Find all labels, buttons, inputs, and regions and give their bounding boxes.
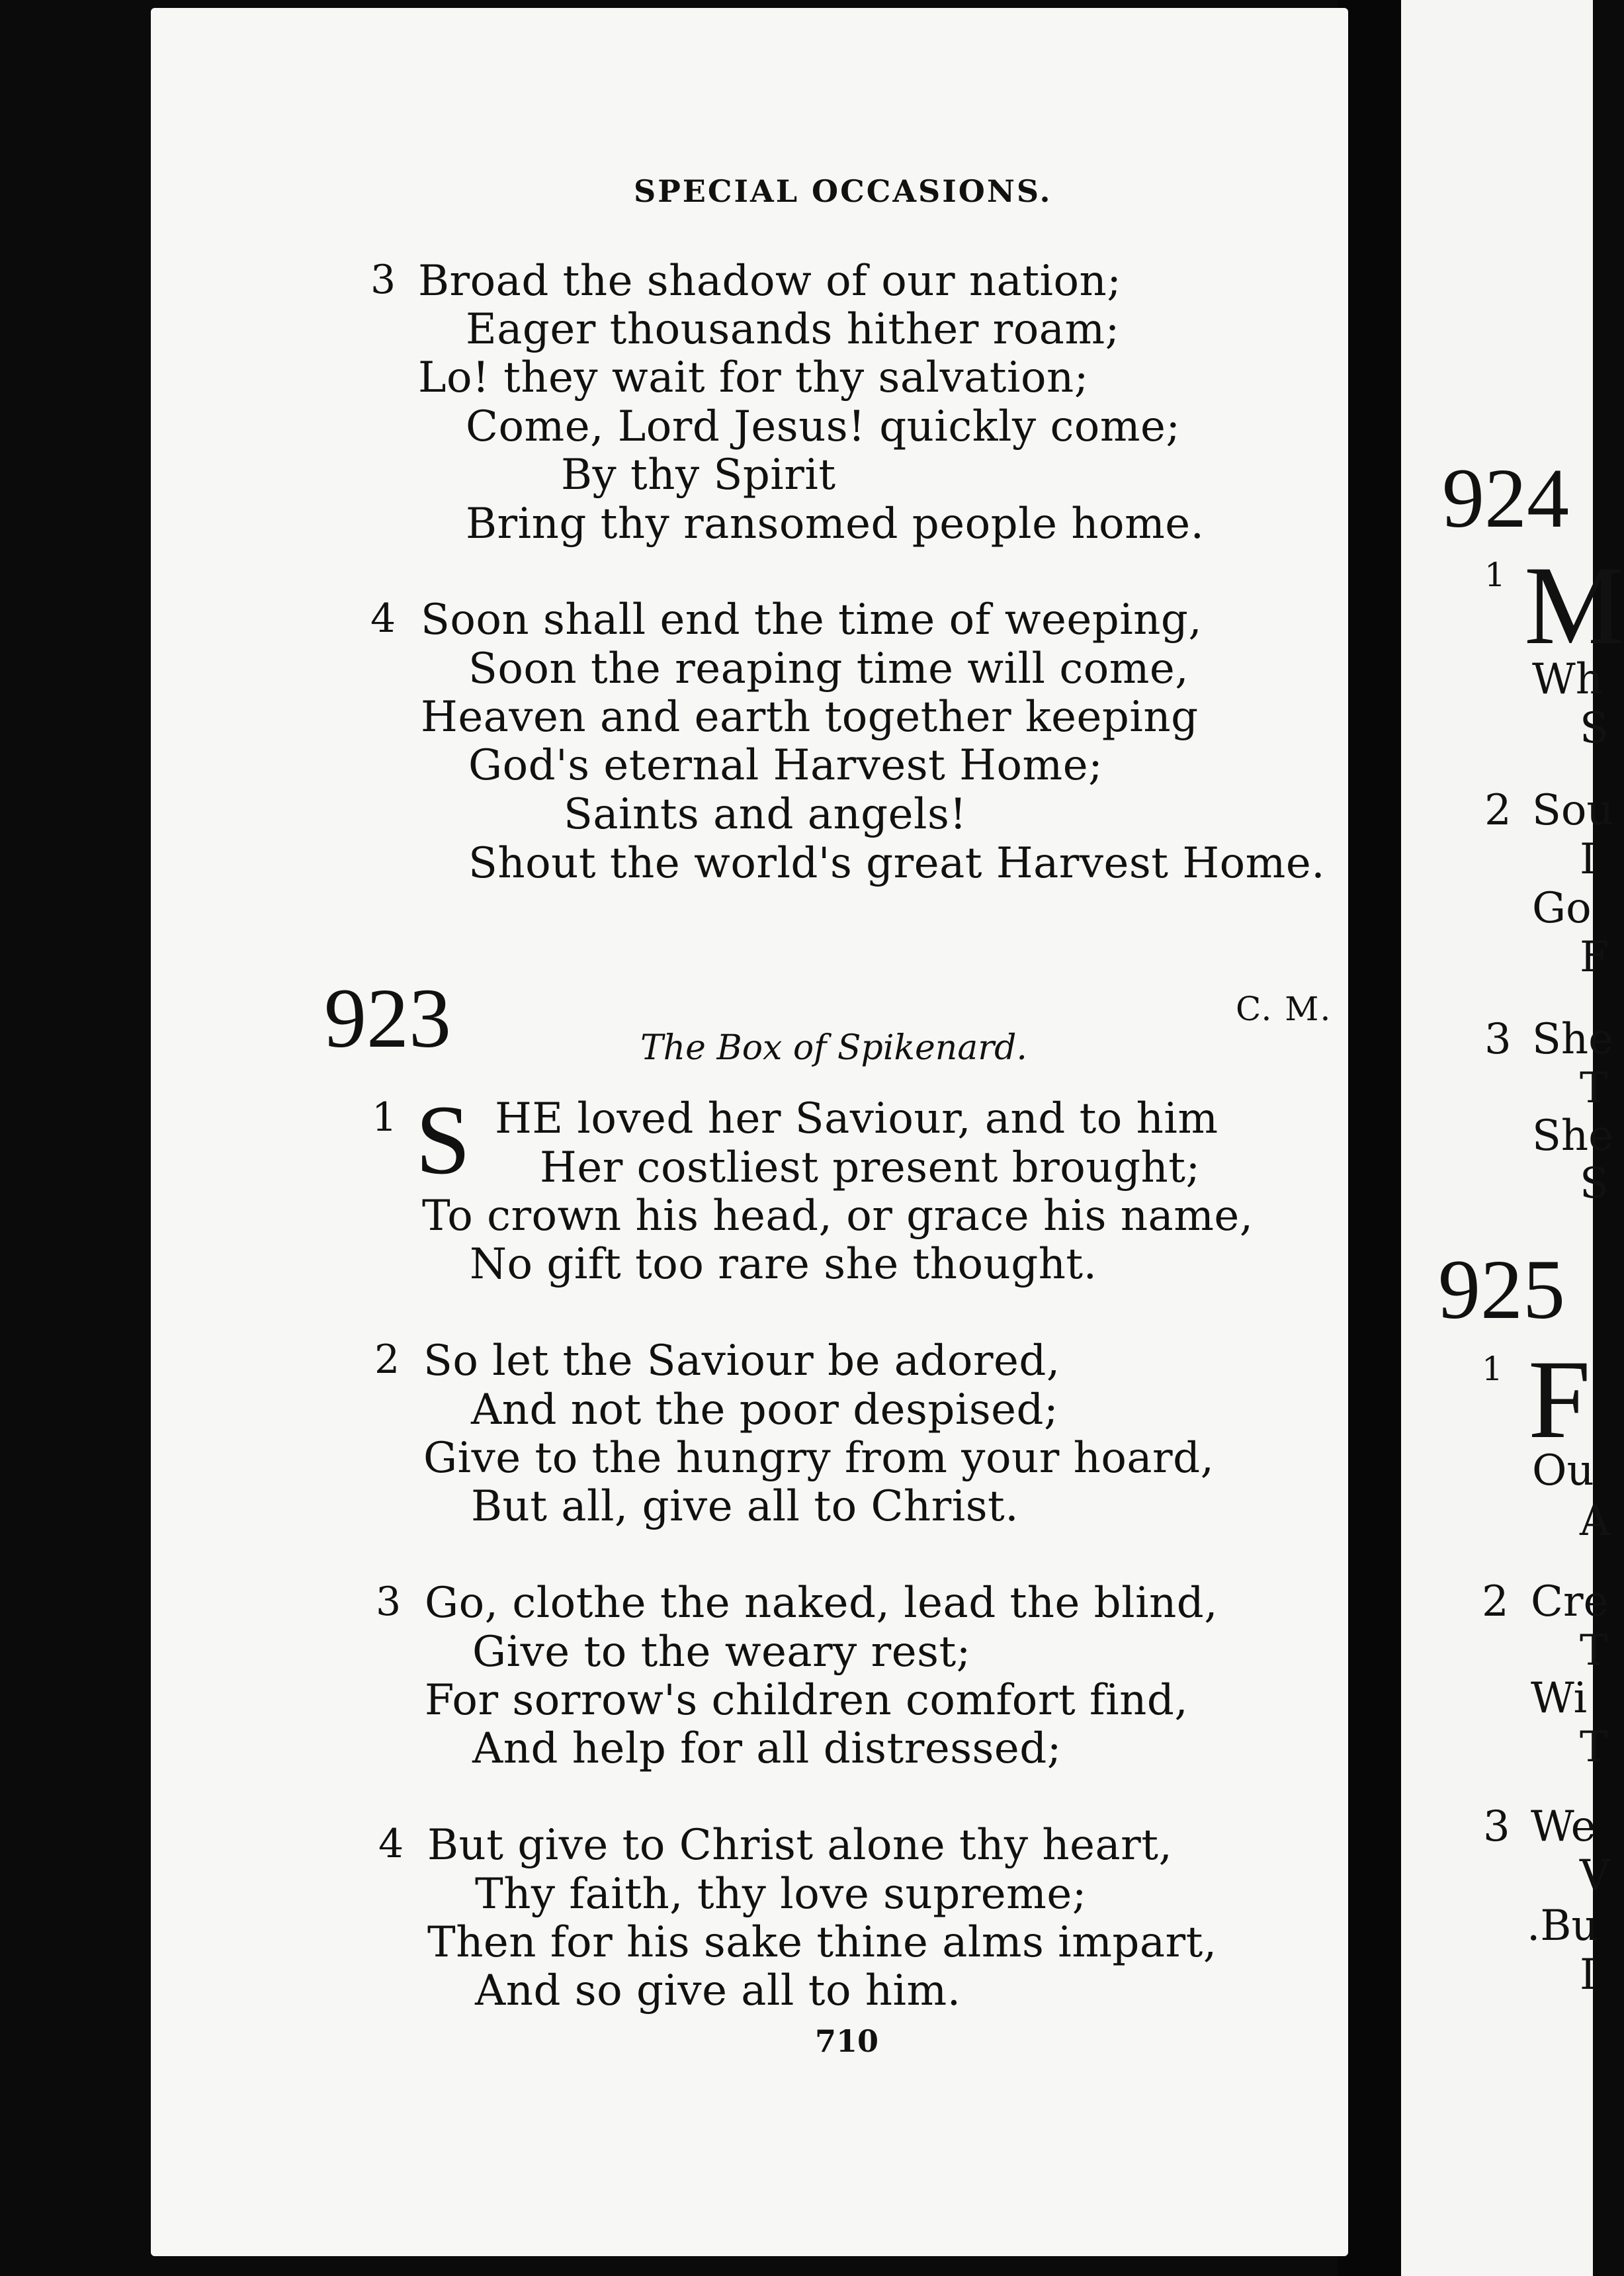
stanza-number: 3: [1484, 1015, 1512, 1064]
verse-line: Saints and angels!: [564, 790, 967, 839]
verse-fragment: Sou: [1532, 786, 1614, 835]
book-page: [151, 8, 1348, 2256]
stanza-number: 4: [378, 1821, 404, 1867]
verse-line: Eager thousands hither roam;: [466, 305, 1120, 354]
verse-fragment: We: [1531, 1802, 1596, 1851]
stanza-number: 4: [370, 595, 396, 642]
verse-line: So let the Saviour be adored,: [423, 1336, 1060, 1385]
verse-line: Then for his sake thine alms impart,: [427, 1918, 1217, 1967]
verse-line: And so give all to him.: [475, 1966, 961, 2015]
stanza-number: 1: [1484, 556, 1506, 594]
verse-line: Lo! they wait for thy salvation;: [418, 353, 1089, 402]
hymn-title: The Box of Spikenard.: [640, 1028, 1027, 1068]
verse-line: God's eternal Harvest Home;: [468, 741, 1103, 790]
verse-fragment: .Bu: [1527, 1902, 1599, 1950]
facing-page: [1401, 0, 1624, 2276]
hymn-number: 924: [1442, 451, 1569, 545]
verse-fragment: I: [1580, 835, 1597, 884]
verse-line: Give to the hungry from your hoard,: [423, 1434, 1215, 1483]
stanza-number: 2: [374, 1336, 400, 1383]
running-head: SPECIAL OCCASIONS.: [634, 173, 1052, 209]
verse-fragment: Wh: [1532, 655, 1603, 704]
verse-line: Soon shall end the time of weeping,: [421, 595, 1203, 644]
verse-fragment: S: [1580, 704, 1609, 753]
verse-line: And help for all distressed;: [472, 1724, 1062, 1773]
stanza-number: 1: [1482, 1350, 1503, 1388]
verse-line: For sorrow's children comfort find,: [425, 1676, 1189, 1725]
verse-line: But all, give all to Christ.: [471, 1482, 1019, 1531]
verse-fragment: S: [1580, 1159, 1609, 1208]
verse-fragment: A: [1580, 1497, 1611, 1546]
verse-line: Soon the reaping time will come,: [468, 644, 1189, 693]
verse-fragment: F: [1580, 933, 1609, 982]
drop-cap: S: [415, 1085, 471, 1195]
verse-line: By thy Spirit: [561, 451, 836, 500]
verse-line: And not the poor despised;: [471, 1385, 1059, 1434]
hymn-meter: C. M.: [1236, 990, 1332, 1028]
stanza-number: 3: [370, 257, 396, 303]
verse-fragment: T: [1580, 1626, 1608, 1675]
stanza-number: 2: [1482, 1577, 1509, 1626]
verse-line: Go, clothe the naked, lead the blind,: [425, 1579, 1218, 1628]
stanza-number: 3: [1483, 1802, 1510, 1851]
verse-line: Shout the world's great Harvest Home.: [468, 839, 1326, 888]
verse-line: To crown his head, or grace his name,: [422, 1192, 1254, 1241]
verse-fragment: I: [1580, 1950, 1597, 1999]
stanza-number: 1: [372, 1094, 398, 1141]
verse-fragment: She: [1532, 1112, 1613, 1160]
verse-fragment: Wi: [1531, 1674, 1588, 1723]
verse-line: Thy faith, thy love supreme;: [475, 1870, 1087, 1919]
page-number: 710: [815, 2023, 879, 2059]
verse-line: Give to the weary rest;: [472, 1628, 971, 1677]
verse-line: Bring thy ransomed people home.: [466, 500, 1205, 548]
hymn-number: 925: [1438, 1243, 1565, 1336]
verse-line: Heaven and earth together keeping: [421, 693, 1199, 742]
verse-fragment: Ou: [1532, 1446, 1594, 1495]
verse-fragment: She: [1532, 1015, 1613, 1064]
verse-line: But give to Christ alone thy heart,: [427, 1821, 1173, 1870]
stanza-number: 3: [376, 1579, 402, 1625]
verse-line: Come, Lord Jesus! quickly come;: [466, 402, 1181, 451]
verse-line: HE loved her Saviour, and to him: [495, 1094, 1218, 1143]
verse-fragment: V: [1580, 1851, 1611, 1900]
verse-line: No gift too rare she thought.: [470, 1240, 1097, 1289]
drop-cap: F: [1528, 1337, 1591, 1462]
verse-line: Broad the shadow of our nation;: [418, 257, 1122, 306]
hymn-number: 923: [324, 971, 451, 1065]
verse-line: Her costliest present brought;: [540, 1143, 1201, 1192]
verse-fragment: T: [1580, 1064, 1608, 1113]
drop-cap: M: [1524, 543, 1624, 668]
stanza-number: 2: [1484, 786, 1512, 835]
verse-fragment: T: [1580, 1723, 1608, 1772]
verse-fragment: Cre: [1531, 1577, 1609, 1626]
verse-fragment: Go: [1532, 884, 1592, 933]
